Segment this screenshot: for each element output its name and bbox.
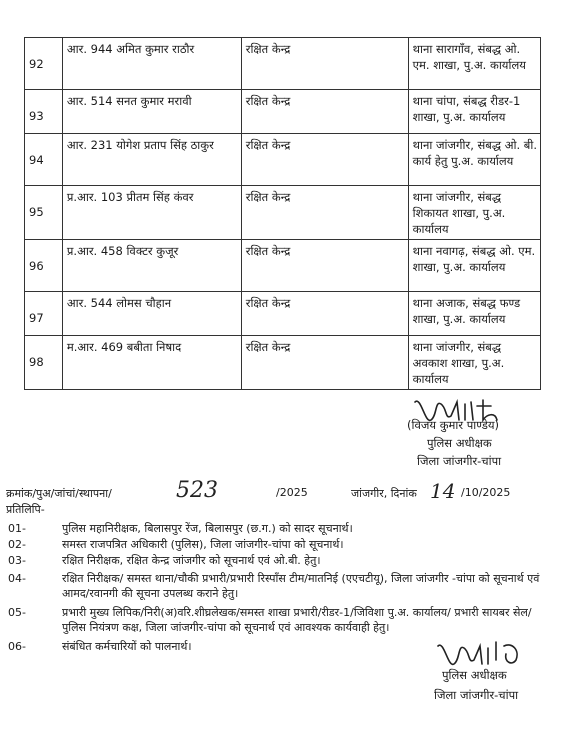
new-posting: थाना चांपा, संबद्ध रीडर-1 शाखा, पु.अ. कार्यालय xyxy=(408,90,540,134)
reference-number: 523 xyxy=(176,478,218,503)
table-row xyxy=(25,292,541,336)
serial-number: 97 xyxy=(25,292,63,336)
copy-text: प्रभारी मुख्य लिपिक/निरी(अ)वरि.शीघ्रलेखक/समस्त शाखा प्रभारी/रीडर-1/जिविशा पु.अ. कार्यालय/ प्रभारी सायबर सेल/पुलिस नियंत्रण कक्ष, जिला जांजगीर-चांपा को सूचनार्थ एवं आवश्यक कार्यवाही हेतु। xyxy=(62,606,532,634)
new-posting: थाना नवागढ़, संबद्ध ओ. एम. शाखा, पु.अ. कार्यालय xyxy=(408,240,540,292)
serial-number: 98 xyxy=(25,336,63,390)
signature-block-bottom xyxy=(430,636,560,726)
signatory-designation: पुलिस अधीक्षक xyxy=(442,668,507,682)
transfer-table-body xyxy=(25,38,541,390)
signatory-name: (विजय कुमार पाण्डेय) xyxy=(407,418,500,432)
table-row xyxy=(25,90,541,134)
copy-number: 02- xyxy=(8,538,26,551)
reference-month-year: /10/2025 xyxy=(461,486,511,499)
serial-number: 94 xyxy=(25,134,63,186)
copy-number: 05- xyxy=(8,606,26,619)
employee-name: आर. 231 योगेश प्रताप सिंह ठाकुर xyxy=(62,134,241,186)
copy-number: 03- xyxy=(8,554,26,567)
new-posting: थाना अजाक, संबद्ध फण्ड शाखा, पु.अ. कार्यालय xyxy=(408,292,540,336)
signatory-district: जिला जांजगीर-चांपा xyxy=(417,454,502,468)
signatory-district: जिला जांजगीर-चांपा xyxy=(434,688,519,702)
current-posting: रक्षित केन्द्र xyxy=(241,240,408,292)
reference-prefix: क्रमांक/पुअ/जांचां/स्थापना/ xyxy=(6,487,112,500)
table-row xyxy=(25,240,541,292)
copy-text: रक्षित निरीक्षक/ समस्त थाना/चौकी प्रभारी/प्रभारी रिस्पॉंस टीम/मातनिई (एएचटीयू), जिला जांजगीर -चांपा को सूचनार्थ एवं आमद/रवानगी की सूचना उपलब्ध कराने हेतु। xyxy=(62,572,540,600)
employee-name: आर. 514 सनत कुमार मरावी xyxy=(62,90,241,134)
copy-text: रक्षित निरीक्षक, रक्षित केन्द्र जांजगीर को सूचनार्थ एवं ओ.बी. हेतु। xyxy=(62,554,321,567)
table-row xyxy=(25,134,541,186)
serial-number: 93 xyxy=(25,90,63,134)
reference-day: 14 xyxy=(430,479,456,503)
signatory-designation: पुलिस अधीक्षक xyxy=(427,436,492,450)
signature-block-top xyxy=(405,392,545,478)
current-posting: रक्षित केन्द्र xyxy=(241,38,408,90)
table-row xyxy=(25,336,541,390)
signature-scribble xyxy=(434,636,544,672)
reference-year: /2025 xyxy=(276,486,308,499)
copy-text: समस्त राजपत्रित अधिकारी (पुलिस), जिला जांजगीर-चांपा को सूचनार्थ। xyxy=(62,538,344,551)
new-posting: थाना जांजगीर, संबद्ध ओ. बी. कार्य हेतु पु.अ. कार्यालय xyxy=(408,134,540,186)
copy-number: 01- xyxy=(8,522,26,535)
employee-name: प्र.आर. 458 विक्टर कुजूर xyxy=(62,240,241,292)
serial-number: 95 xyxy=(25,186,63,240)
serial-number: 96 xyxy=(25,240,63,292)
new-posting: थाना सारागाँव, संबद्ध ओ. एम. शाखा, पु.अ. कार्यालय xyxy=(408,38,540,90)
employee-name: आर. 944 अमित कुमार राठौर xyxy=(62,38,241,90)
copy-to-label: प्रतिलिपि- xyxy=(6,503,45,516)
new-posting: थाना जांजगीर, संबद्ध शिकायत शाखा, पु.अ. कार्यालय xyxy=(408,186,540,240)
table-row xyxy=(25,38,541,90)
copy-number: 04- xyxy=(8,572,26,585)
transfer-table xyxy=(24,37,541,390)
copy-text: संबंधित कर्मचारियों को पालनार्थ। xyxy=(62,640,192,653)
current-posting: रक्षित केन्द्र xyxy=(241,336,408,390)
reference-place-date: जांजगीर, दिनांक xyxy=(351,487,417,500)
current-posting: रक्षित केन्द्र xyxy=(241,90,408,134)
current-posting: रक्षित केन्द्र xyxy=(241,186,408,240)
serial-number: 92 xyxy=(25,38,63,90)
copy-text: पुलिस महानिरीक्षक, बिलासपुर रेंज, बिलासपुर (छ.ग.) को सादर सूचनार्थ। xyxy=(62,522,353,535)
copy-number: 06- xyxy=(8,640,26,653)
employee-name: प्र.आर. 103 प्रीतम सिंह कंवर xyxy=(62,186,241,240)
employee-name: म.आर. 469 बबीता निषाद xyxy=(62,336,241,390)
current-posting: रक्षित केन्द्र xyxy=(241,292,408,336)
current-posting: रक्षित केन्द्र xyxy=(241,134,408,186)
employee-name: आर. 544 लोमस चौहान xyxy=(62,292,241,336)
new-posting: थाना जांजगीर, संबद्ध अवकाश शाखा, पु.अ. कार्यालय xyxy=(408,336,540,390)
reference-line xyxy=(6,478,556,510)
table-row xyxy=(25,186,541,240)
